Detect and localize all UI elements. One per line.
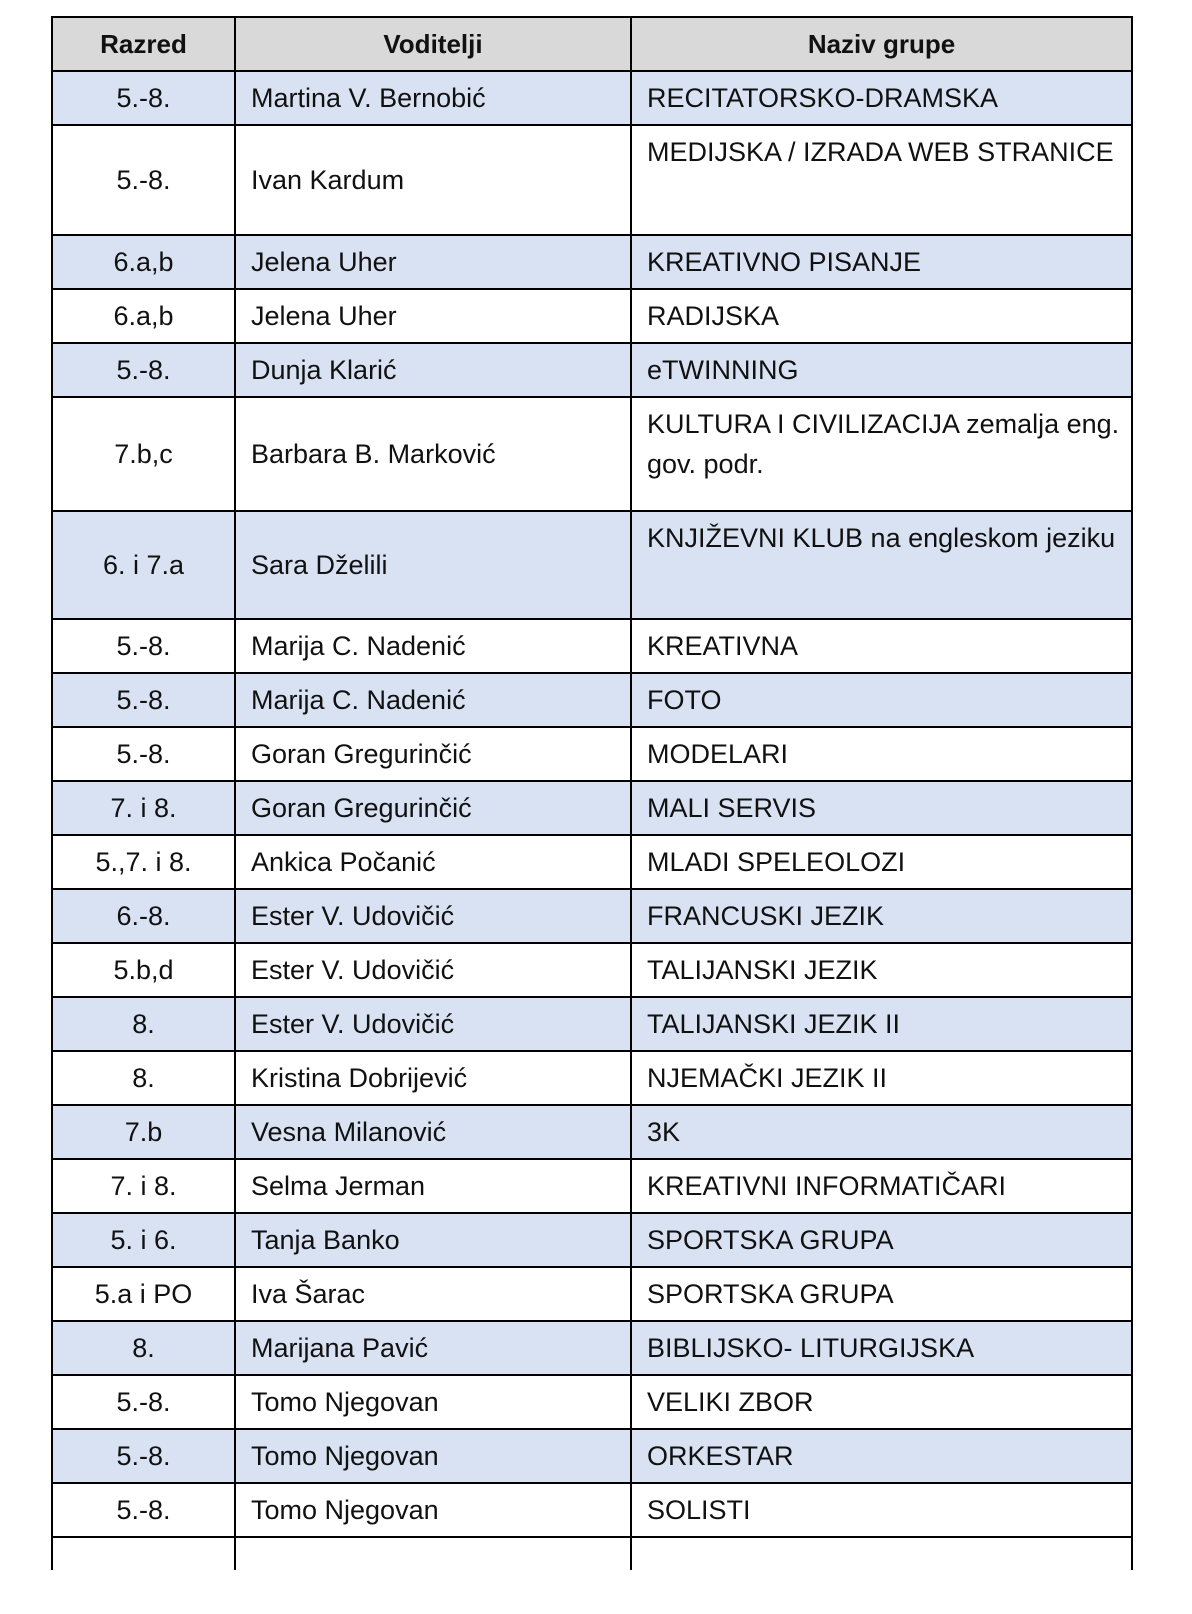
table-header [52,17,1132,71]
cell-voditelj: Tanja Banko [235,1213,631,1267]
cell-grupa: FOTO [631,673,1132,727]
cell-grupa: eTWINNING [631,343,1132,397]
table-row [52,727,1132,781]
cell-grupa: FRANCUSKI JEZIK [631,889,1132,943]
cell-voditelj: Ester V. Udovičić [235,943,631,997]
cell-grupa: NJEMAČKI JEZIK II [631,1051,1132,1105]
cell-voditelj: Marija C. Nadenić [235,673,631,727]
cell-voditelj: Ankica Počanić [235,835,631,889]
table-row [52,397,1132,511]
cell-grupa: VELIKI ZBOR [631,1375,1132,1429]
cell-empty [631,1537,1132,1570]
cell-voditelj: Jelena Uher [235,289,631,343]
cell-razred: 6.-8. [52,889,235,943]
cell-empty [52,1537,235,1570]
cell-empty [235,1537,631,1570]
table-body [52,71,1132,1570]
cell-voditelj: Tomo Njegovan [235,1429,631,1483]
table-row [52,511,1132,619]
table-row [52,619,1132,673]
cell-razred: 5.,7. i 8. [52,835,235,889]
cell-razred: 5.-8. [52,125,235,235]
cell-voditelj: Ester V. Udovičić [235,997,631,1051]
cell-grupa: TALIJANSKI JEZIK [631,943,1132,997]
cell-voditelj: Goran Gregurinčić [235,781,631,835]
cell-razred: 5.-8. [52,71,235,125]
cell-razred: 5.a i PO [52,1267,235,1321]
header-naziv-grupe: Naziv grupe [631,17,1132,71]
cell-razred: 5.-8. [52,1483,235,1537]
cell-razred: 7.b,c [52,397,235,511]
table-row [52,1429,1132,1483]
table-row [52,835,1132,889]
cell-voditelj: Marija C. Nadenić [235,619,631,673]
cell-voditelj: Kristina Dobrijević [235,1051,631,1105]
table-row [52,673,1132,727]
cell-grupa: SOLISTI [631,1483,1132,1537]
cell-razred: 5.b,d [52,943,235,997]
cell-voditelj: Jelena Uher [235,235,631,289]
header-voditelji: Voditelji [235,17,631,71]
cell-razred: 5.-8. [52,673,235,727]
cell-voditelj: Ester V. Udovičić [235,889,631,943]
cell-razred: 8. [52,1321,235,1375]
cell-grupa: SPORTSKA GRUPA [631,1267,1132,1321]
cell-razred: 6.a,b [52,289,235,343]
cell-razred: 7. i 8. [52,1159,235,1213]
cell-voditelj: Vesna Milanović [235,1105,631,1159]
table-row [52,997,1132,1051]
table-row [52,1483,1132,1537]
table-row [52,889,1132,943]
cell-grupa: MLADI SPELEOLOZI [631,835,1132,889]
cell-voditelj: Goran Gregurinčić [235,727,631,781]
cell-razred: 8. [52,997,235,1051]
cell-grupa: SPORTSKA GRUPA [631,1213,1132,1267]
table-row [52,1159,1132,1213]
table-row [52,289,1132,343]
table-row [52,1267,1132,1321]
cell-voditelj: Tomo Njegovan [235,1483,631,1537]
cell-grupa: KREATIVNO PISANJE [631,235,1132,289]
cell-razred: 5.-8. [52,619,235,673]
table-row [52,1105,1132,1159]
cell-grupa: MALI SERVIS [631,781,1132,835]
cell-voditelj: Dunja Klarić [235,343,631,397]
table-row [52,1321,1132,1375]
cell-grupa: MODELARI [631,727,1132,781]
cell-grupa: TALIJANSKI JEZIK II [631,997,1132,1051]
cell-voditelj: Marijana Pavić [235,1321,631,1375]
cell-grupa: KREATIVNI INFORMATIČARI [631,1159,1132,1213]
table-row [52,1213,1132,1267]
table-row [52,943,1132,997]
cell-razred: 6. i 7.a [52,511,235,619]
cell-razred: 5. i 6. [52,1213,235,1267]
cell-grupa: KREATIVNA [631,619,1132,673]
cell-razred: 7. i 8. [52,781,235,835]
cell-voditelj: Selma Jerman [235,1159,631,1213]
cell-grupa: ORKESTAR [631,1429,1132,1483]
cell-razred: 6.a,b [52,235,235,289]
cell-voditelj: Ivan Kardum [235,125,631,235]
table-row [52,235,1132,289]
table-row-continuation [52,1537,1132,1570]
cell-voditelj: Iva Šarac [235,1267,631,1321]
cell-grupa: RADIJSKA [631,289,1132,343]
cell-razred: 5.-8. [52,727,235,781]
cell-razred: 5.-8. [52,1429,235,1483]
cell-grupa: KULTURA I CIVILIZACIJA zemalja eng. gov. podr. [631,397,1132,511]
activities-table [51,16,1133,1570]
table-row [52,343,1132,397]
table-row [52,125,1132,235]
cell-razred: 5.-8. [52,343,235,397]
cell-razred: 5.-8. [52,1375,235,1429]
cell-voditelj: Tomo Njegovan [235,1375,631,1429]
cell-razred: 7.b [52,1105,235,1159]
cell-grupa: KNJIŽEVNI KLUB na engleskom jeziku [631,511,1132,619]
cell-grupa: MEDIJSKA / IZRADA WEB STRANICE [631,125,1132,235]
table-row [52,781,1132,835]
table-row [52,1375,1132,1429]
cell-voditelj: Barbara B. Marković [235,397,631,511]
cell-voditelj: Sara Dželili [235,511,631,619]
table-row [52,1051,1132,1105]
header-razred: Razred [52,17,235,71]
cell-voditelj: Martina V. Bernobić [235,71,631,125]
table-row [52,71,1132,125]
cell-grupa: BIBLIJSKO- LITURGIJSKA [631,1321,1132,1375]
cell-grupa: RECITATORSKO-DRAMSKA [631,71,1132,125]
cell-grupa: 3K [631,1105,1132,1159]
header-row [52,17,1132,71]
cell-razred: 8. [52,1051,235,1105]
